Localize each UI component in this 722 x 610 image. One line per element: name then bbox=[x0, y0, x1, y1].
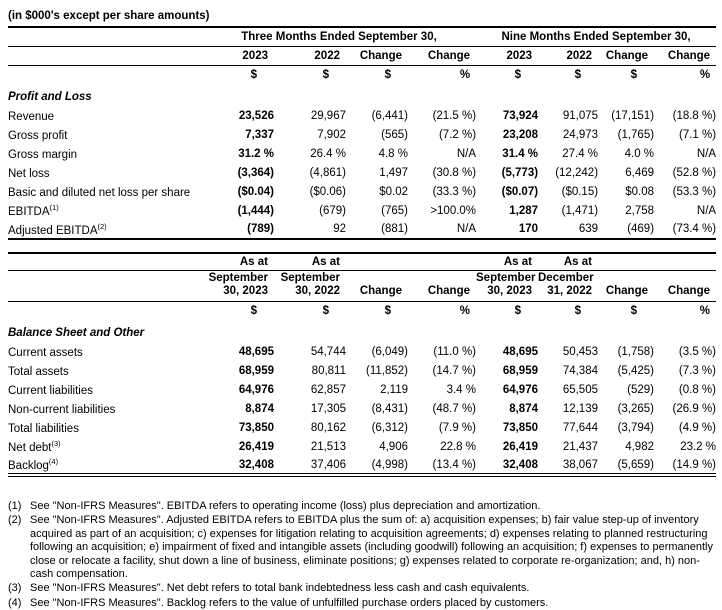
cell-value: (11,852) bbox=[366, 364, 408, 377]
cell-value: (565) bbox=[381, 128, 408, 141]
row-label: Gross margin bbox=[8, 149, 78, 161]
row-label: Total liabilities bbox=[8, 423, 79, 435]
year-header-row bbox=[8, 46, 716, 65]
cell-value: (6,312) bbox=[371, 421, 408, 434]
cell-value: 4,906 bbox=[379, 440, 408, 453]
cell-value: 31.4 % bbox=[502, 147, 539, 160]
unit-header: % bbox=[699, 305, 710, 318]
table-row bbox=[8, 106, 716, 125]
column-header-as-at: As at bbox=[311, 255, 340, 268]
column-header-as-at: As at bbox=[503, 255, 532, 268]
unit-header: $ bbox=[384, 305, 391, 318]
table-row bbox=[8, 418, 716, 437]
cell-value: (14.9 %) bbox=[672, 458, 716, 471]
cell-value: 3.4 % bbox=[446, 383, 476, 396]
cell-value: >100.0% bbox=[430, 204, 477, 217]
balance-sheet-table bbox=[8, 252, 716, 477]
cell-value: (469) bbox=[627, 223, 655, 235]
column-header-change: Change bbox=[359, 49, 402, 62]
cell-value: 64,976 bbox=[238, 383, 274, 396]
column-header-year: 2023 bbox=[506, 49, 533, 62]
cell-value: (53.3 %) bbox=[672, 185, 717, 198]
cell-value: 62,857 bbox=[310, 383, 346, 396]
cell-value: (1,758) bbox=[617, 345, 654, 358]
cell-value: (4.9 %) bbox=[678, 421, 716, 434]
cell-value: (3.5 %) bbox=[678, 345, 716, 358]
cell-value: (0.8 %) bbox=[678, 383, 716, 396]
cell-value: (881) bbox=[381, 223, 408, 235]
footnote-ref: (3) bbox=[51, 439, 61, 448]
unit-header: $ bbox=[250, 69, 257, 82]
column-header-change: Change bbox=[427, 285, 470, 297]
cell-value: 4,982 bbox=[625, 440, 654, 453]
group-header-three-months: Three Months Ended September 30, bbox=[241, 30, 437, 43]
cell-value: 26.4 % bbox=[310, 147, 346, 160]
footnote bbox=[8, 514, 722, 581]
row-label: Basic and diluted net loss per share bbox=[8, 187, 191, 199]
cell-value: 91,075 bbox=[562, 109, 599, 122]
row-label: Net loss bbox=[8, 168, 50, 180]
footnotes-section bbox=[8, 500, 722, 610]
row-label: Gross profit bbox=[8, 130, 68, 142]
table-row bbox=[8, 399, 716, 418]
empty-cell bbox=[598, 253, 654, 270]
cell-value: 21,437 bbox=[562, 440, 598, 453]
footnote-text: See "Non-IFRS Measures". Backlog refers to the value of unfulfilled purchase orders placed by customers. bbox=[30, 596, 549, 609]
cell-value: 23,208 bbox=[502, 128, 539, 141]
cell-value: (26.9 %) bbox=[672, 402, 716, 415]
cell-value: 2,119 bbox=[380, 383, 408, 396]
cell-value: 31.2 % bbox=[238, 147, 274, 160]
empty-cell bbox=[8, 253, 202, 270]
table-row bbox=[8, 437, 716, 456]
column-header-change: Change bbox=[605, 49, 649, 62]
cell-value: 29,967 bbox=[310, 109, 346, 122]
cell-value: (5,425) bbox=[617, 364, 654, 377]
cell-value: (1,444) bbox=[237, 204, 274, 217]
cell-value: 4.8 % bbox=[378, 147, 408, 160]
cell-value: (12,242) bbox=[555, 166, 599, 179]
cell-value: (52.8 %) bbox=[672, 166, 717, 179]
cell-value: ($0.06) bbox=[309, 185, 346, 198]
row-label: EBITDA$^{(1)}$ bbox=[8, 203, 59, 218]
unit-header-row bbox=[8, 301, 716, 321]
footnote bbox=[8, 582, 722, 595]
cell-value: (7.3 %) bbox=[678, 364, 716, 377]
column-header-year: 2022 bbox=[314, 49, 340, 62]
column-header-year: 2023 bbox=[242, 49, 268, 62]
cell-value: 8,874 bbox=[245, 402, 274, 415]
cell-value: 73,924 bbox=[502, 109, 539, 122]
footnote bbox=[8, 597, 722, 610]
cell-value: 17,305 bbox=[310, 402, 346, 415]
footnote-text: See "Non-IFRS Measures". EBITDA refers to operating income (loss) plus depreciation and amortization. bbox=[30, 500, 541, 512]
unit-header: $ bbox=[514, 69, 522, 82]
cell-value: (5,659) bbox=[617, 458, 654, 471]
cell-value: 26,419 bbox=[238, 440, 274, 453]
cell-value: N/A bbox=[696, 147, 717, 160]
cell-value: 68,959 bbox=[502, 364, 538, 377]
unit-header: $ bbox=[384, 69, 391, 82]
cell-value: 23.2 % bbox=[680, 440, 716, 453]
cell-value: 74,384 bbox=[562, 364, 598, 377]
table-row bbox=[8, 220, 716, 239]
cell-value: 7,902 bbox=[317, 128, 346, 141]
cell-value: (8,431) bbox=[371, 402, 408, 415]
column-header-date: September 30, 2023 bbox=[208, 271, 268, 297]
cell-value: (5,773) bbox=[501, 166, 539, 179]
footnote-marker: (2) bbox=[8, 514, 22, 527]
column-header-change: Change bbox=[667, 285, 710, 297]
table-row bbox=[8, 163, 716, 182]
footnote-marker: (1) bbox=[8, 500, 22, 512]
cell-value: 26,419 bbox=[502, 440, 538, 453]
cell-value: ($0.04) bbox=[237, 185, 274, 198]
cell-value: (18.8 %) bbox=[672, 109, 717, 122]
cell-value: 48,695 bbox=[238, 345, 274, 358]
cell-value: 639 bbox=[578, 223, 599, 235]
table-row bbox=[8, 182, 716, 201]
footnote-marker: (3) bbox=[8, 582, 22, 595]
cell-value: 50,453 bbox=[562, 345, 598, 358]
cell-value: (3,794) bbox=[617, 421, 654, 434]
cell-value: (529) bbox=[627, 383, 654, 396]
empty-cell bbox=[8, 27, 202, 46]
unit-header: $ bbox=[630, 69, 638, 82]
unit-header: $ bbox=[574, 69, 582, 82]
cell-value: (6,049) bbox=[371, 345, 408, 358]
cell-value: (48.7 %) bbox=[432, 402, 476, 415]
cell-value: 2,758 bbox=[625, 204, 655, 217]
cell-value: (6,441) bbox=[371, 109, 408, 122]
column-header-year: 2022 bbox=[566, 49, 593, 62]
cell-value: $0.08 bbox=[625, 185, 655, 198]
cell-value: (7.1 %) bbox=[679, 128, 717, 141]
footnote bbox=[8, 500, 722, 513]
column-header-date: September 30, 2023 bbox=[476, 271, 536, 297]
cell-value: N/A bbox=[456, 223, 477, 235]
cell-value: 65,505 bbox=[562, 383, 598, 396]
empty-cell bbox=[408, 253, 476, 270]
as-at-header-row bbox=[8, 253, 716, 270]
cell-value: (7.2 %) bbox=[438, 128, 477, 141]
table-row bbox=[8, 201, 716, 220]
column-header-change: Change bbox=[427, 49, 471, 62]
cell-value: 22.8 % bbox=[440, 440, 476, 453]
footnote-ref: (1) bbox=[49, 203, 59, 212]
unit-header-row bbox=[8, 65, 716, 85]
footnote-text: See "Non-IFRS Measures". Adjusted EBITDA refers to EBITDA plus the sum of: a) acquisition expenses; b) fair value step-up of inventory acquired as part of an acquisition; c) expenses for litigation relating to acquisition agreements; d) expenses relating to planned restructuring following an acquisition; e) impairment of fixed and intangible assets (including goodwill) following an acquisition; f) expenses to permanently close or relocate a facility, shut down a line of business, eliminate positions; g) expenses related to corporate re-organization; and, h) non-cash compensation. bbox=[30, 514, 713, 581]
cell-value: 24,973 bbox=[562, 128, 599, 141]
cell-value: 6,469 bbox=[625, 166, 655, 179]
column-header-date: December 31, 2022 bbox=[538, 271, 594, 297]
empty-cell bbox=[8, 65, 202, 85]
cell-value: 38,067 bbox=[562, 458, 598, 471]
cell-value: 77,644 bbox=[562, 421, 598, 434]
period-group-header-row bbox=[8, 27, 716, 46]
table-row bbox=[8, 342, 716, 361]
unit-header: $ bbox=[250, 305, 257, 318]
cell-value: 4.0 % bbox=[624, 147, 655, 160]
income-statement-table bbox=[8, 26, 716, 240]
footnote-ref: (4) bbox=[48, 457, 59, 466]
unit-header: $ bbox=[574, 305, 581, 318]
cell-value: (765) bbox=[381, 204, 408, 217]
cell-value: 48,695 bbox=[502, 345, 538, 358]
unit-header: $ bbox=[322, 69, 329, 82]
cell-value: 21,513 bbox=[310, 440, 346, 453]
cell-value: $0.02 bbox=[379, 185, 408, 198]
cell-value: (789) bbox=[247, 223, 274, 235]
cell-value: (4,861) bbox=[309, 166, 346, 179]
section-header-balance-sheet: Balance Sheet and Other bbox=[8, 327, 145, 339]
column-header-as-at: As at bbox=[563, 255, 592, 268]
cell-value: ($0.15) bbox=[561, 185, 599, 198]
table-row bbox=[8, 380, 716, 399]
column-header-date: September 30, 2022 bbox=[280, 271, 340, 297]
row-label: Current liabilities bbox=[8, 385, 94, 397]
date-header-row bbox=[8, 270, 716, 301]
cell-value: (73.4 %) bbox=[672, 223, 717, 235]
cell-value: 73,850 bbox=[502, 421, 538, 434]
cell-value: 32,408 bbox=[238, 458, 274, 471]
cell-value: 54,744 bbox=[310, 345, 346, 358]
cell-value: 32,408 bbox=[502, 458, 538, 471]
column-header-as-at: As at bbox=[239, 255, 268, 268]
cell-value: (1,471) bbox=[561, 204, 599, 217]
cell-value: (30.8 %) bbox=[432, 166, 477, 179]
row-label: Total assets bbox=[8, 366, 69, 378]
cell-value: (679) bbox=[319, 204, 346, 217]
section-header-profit-and-loss: Profit and Loss bbox=[8, 91, 92, 103]
empty-cell bbox=[654, 253, 716, 270]
table-row bbox=[8, 144, 716, 163]
column-header-change: Change bbox=[605, 285, 648, 297]
cell-value: 64,976 bbox=[502, 383, 538, 396]
group-header-nine-months: Nine Months Ended September 30, bbox=[501, 30, 691, 43]
cell-value: (14.7 %) bbox=[432, 364, 476, 377]
cell-value: N/A bbox=[696, 204, 717, 217]
table-row bbox=[8, 456, 716, 475]
footnote-marker: (4) bbox=[8, 596, 22, 609]
footnote-text: See "Non-IFRS Measures". Net debt refers to total bank indebtedness less cash and cash equivalents. bbox=[30, 582, 530, 595]
cell-value: ($0.07) bbox=[501, 185, 539, 198]
cell-value: 8,874 bbox=[509, 402, 538, 415]
cell-value: (1,765) bbox=[617, 128, 655, 141]
cell-value: (3,265) bbox=[617, 402, 654, 415]
unit-header: % bbox=[699, 69, 711, 82]
column-header-change: Change bbox=[359, 285, 402, 297]
row-label: Revenue bbox=[8, 111, 55, 123]
cell-value: 73,850 bbox=[238, 421, 274, 434]
cell-value: 12,139 bbox=[562, 402, 598, 415]
row-label: Backlog$^{(4)}$ bbox=[8, 457, 59, 472]
cell-value: (13.4 %) bbox=[432, 458, 476, 471]
cell-value: N/A bbox=[456, 147, 477, 160]
cell-value: (7.9 %) bbox=[438, 421, 476, 434]
unit-header: % bbox=[459, 305, 470, 318]
cell-value: (3,364) bbox=[237, 166, 274, 179]
cell-value: (17,151) bbox=[611, 109, 655, 122]
unit-header: $ bbox=[514, 305, 521, 318]
empty-cell bbox=[8, 270, 202, 301]
table-row bbox=[8, 361, 716, 380]
cell-value: 80,811 bbox=[311, 364, 346, 377]
cell-value: 7,337 bbox=[245, 128, 274, 141]
cell-value: (4,998) bbox=[371, 458, 408, 471]
cell-value: 23,526 bbox=[238, 109, 274, 122]
cell-value: (21.5 %) bbox=[432, 109, 477, 122]
column-header-change: Change bbox=[667, 49, 711, 62]
cell-value: 1,497 bbox=[379, 166, 408, 179]
cell-value: 37,406 bbox=[310, 458, 346, 471]
cell-value: 80,162 bbox=[310, 421, 346, 434]
cell-value: 68,959 bbox=[238, 364, 274, 377]
table-row bbox=[8, 125, 716, 144]
empty-cell bbox=[8, 46, 202, 65]
cell-value: (11.0 %) bbox=[433, 345, 476, 358]
unit-header: $ bbox=[322, 305, 329, 318]
cell-value: 1,287 bbox=[509, 204, 539, 217]
empty-cell bbox=[8, 301, 202, 321]
empty-cell bbox=[346, 253, 408, 270]
unit-header: % bbox=[459, 69, 471, 82]
cell-value: (33.3 %) bbox=[432, 185, 477, 198]
units-note: (in $000's except per share amounts) bbox=[8, 10, 210, 22]
unit-header: $ bbox=[630, 305, 637, 318]
row-label: Non-current liabilities bbox=[8, 404, 116, 416]
cell-value: 92 bbox=[333, 223, 346, 235]
footnote-ref: (2) bbox=[97, 221, 107, 231]
row-label: Adjusted EBITDA$^{(2)}$ bbox=[8, 221, 107, 237]
cell-value: 170 bbox=[518, 223, 539, 235]
row-label: Current assets bbox=[8, 347, 83, 359]
cell-value: 27.4 % bbox=[562, 147, 599, 160]
row-label: Net debt$^{(3)}$ bbox=[8, 439, 61, 454]
